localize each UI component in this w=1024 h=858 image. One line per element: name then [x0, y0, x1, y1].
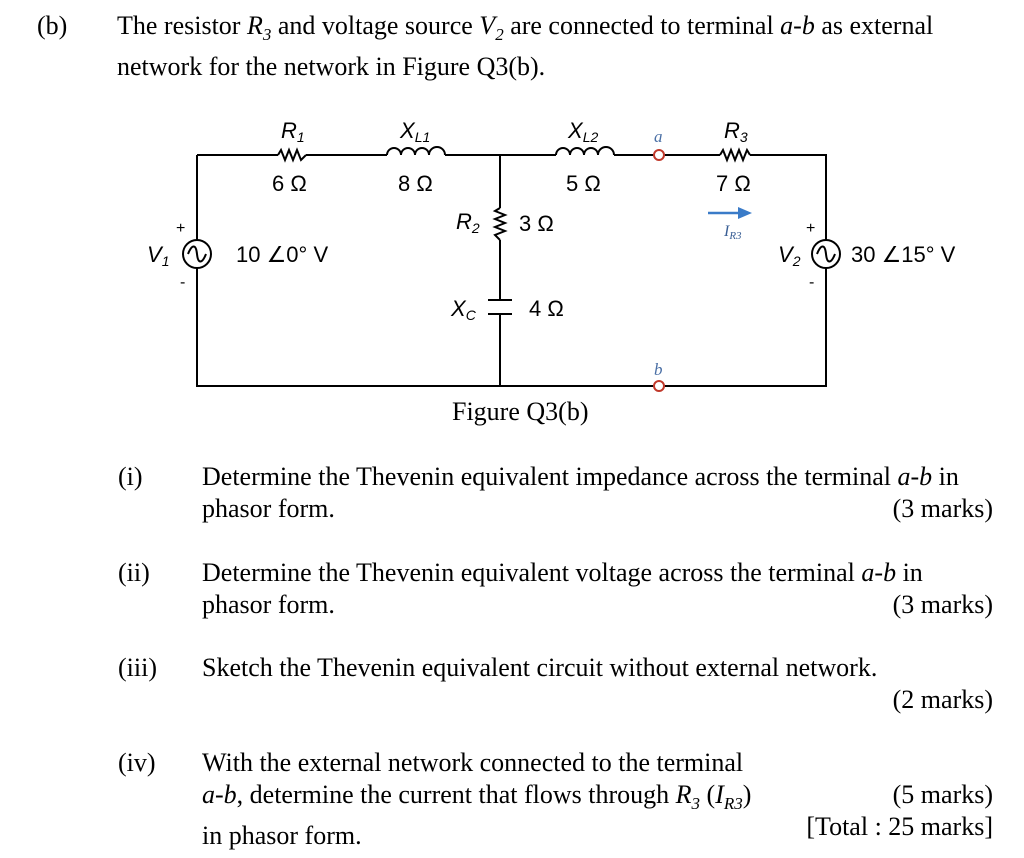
v1-value: 10 ∠0° V: [236, 242, 329, 267]
xl1-inductor-symbol: [387, 147, 445, 155]
figure-caption: Figure Q3(b): [452, 397, 589, 426]
r3-symbol: R: [246, 11, 263, 40]
r1-resistor-symbol: [278, 150, 306, 160]
v1-label: V1: [147, 242, 170, 269]
task-number: (ii): [118, 558, 150, 587]
intro-text: as external network for the network in Figure Q3(b).: [117, 11, 934, 82]
task-number: (iii): [118, 653, 157, 682]
xc-label: XC: [451, 296, 476, 323]
task-marks: (2 marks): [892, 685, 993, 714]
terminal-a-label: a: [654, 127, 663, 146]
xl2-inductor-symbol: [556, 147, 614, 155]
task-marks: (3 marks): [892, 590, 993, 619]
task-number: (i): [118, 462, 143, 491]
xc-capacitor-symbol: [488, 300, 512, 314]
task-text: With the external network connected to the terminal a-b, determine the current that flows through $R_3$ $(I_{R3})$ in phasor form.: [202, 748, 752, 851]
v1-minus: -: [180, 274, 186, 291]
r3-resistor-symbol: [720, 150, 750, 160]
r3-subscript: 3: [262, 25, 272, 45]
terminal-a-node: [654, 150, 664, 160]
task-number: (iv): [118, 748, 156, 777]
xl1-value: 8 Ω: [398, 171, 433, 196]
total-marks: [Total : 25 marks]: [806, 812, 993, 841]
v1-plus: +: [176, 220, 186, 237]
v2-plus: +: [806, 220, 816, 237]
v2-value: 30 ∠15° V: [851, 242, 956, 267]
task-marks: (3 marks): [892, 494, 993, 523]
r1-value: 6 Ω: [272, 171, 307, 196]
xl2-label: XL2: [568, 118, 599, 145]
intro-text: The resistor: [117, 11, 247, 40]
r2-label: R2: [456, 209, 480, 236]
task-marks: (5 marks): [892, 780, 993, 809]
xl2-value: 5 Ω: [566, 171, 601, 196]
task-text: Sketch the Thevenin equivalent circuit without external network.: [202, 653, 878, 682]
r3-value: 7 Ω: [716, 171, 751, 196]
part-label: (b): [37, 11, 68, 40]
terminal-b-label: b: [654, 360, 663, 379]
r2-value: 3 Ω: [519, 211, 554, 236]
xl1-label: XL1: [400, 118, 431, 145]
intro-text: are connected to terminal: [503, 11, 781, 40]
task-text: Determine the Thevenin equivalent impedance across the terminal a-b in phasor form.: [202, 462, 959, 523]
task-text: Determine the Thevenin equivalent voltage across the terminal a-b in phasor form.: [202, 558, 923, 619]
current-label: IR3: [724, 223, 742, 242]
terminal-b-node: [654, 381, 664, 391]
v2-label: V2: [778, 242, 801, 269]
v1-wave: [188, 247, 206, 262]
intro-text: and voltage source: [271, 11, 480, 40]
v2-minus: -: [809, 274, 815, 291]
r1-label: R1: [281, 118, 305, 145]
v2-subscript: 2: [495, 25, 504, 45]
v2-symbol: V: [479, 11, 496, 40]
r2-resistor-symbol: [495, 208, 505, 240]
current-arrowhead: [738, 207, 752, 219]
terminal-ref: a-b: [780, 11, 815, 40]
xc-value: 4 Ω: [529, 296, 564, 321]
v2-wave: [817, 247, 835, 262]
r3-label: R3: [724, 118, 748, 145]
wire-bottom-loop: [197, 268, 826, 386]
